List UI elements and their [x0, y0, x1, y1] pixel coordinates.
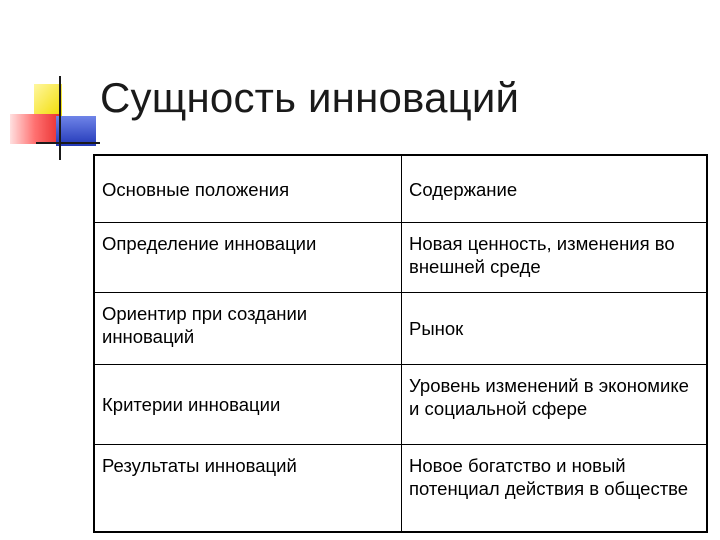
table-cell-provision: Определение инновации	[94, 223, 402, 293]
table-row	[94, 293, 707, 365]
decorative-squares-icon	[0, 0, 100, 170]
table-cell-provision: Критерии инновации	[94, 365, 402, 445]
blue-square	[56, 116, 96, 146]
table-row	[94, 445, 707, 533]
table-cell-content: Новая ценность, изменения во внешней среде	[402, 223, 708, 293]
table-cell-provision: Результаты инноваций	[94, 445, 402, 533]
yellow-square	[34, 84, 62, 116]
table-cell-content: Новое богатство и новый потенциал действия в обществе	[402, 445, 708, 533]
table-cell-content: Уровень изменений в экономике и социальной сфере	[402, 365, 708, 445]
content-table	[93, 154, 708, 533]
table-cell-content: Рынок	[402, 293, 708, 365]
page-title: Сущность инноваций	[100, 74, 520, 121]
red-square	[10, 114, 60, 144]
table-row	[94, 365, 707, 445]
table-cell-provision: Ориентир при создании инноваций	[94, 293, 402, 365]
header-cell-content: Содержание	[402, 155, 708, 223]
header-cell-provisions: Основные положения	[94, 155, 402, 223]
table-row	[94, 223, 707, 293]
table-header-row	[94, 155, 707, 223]
